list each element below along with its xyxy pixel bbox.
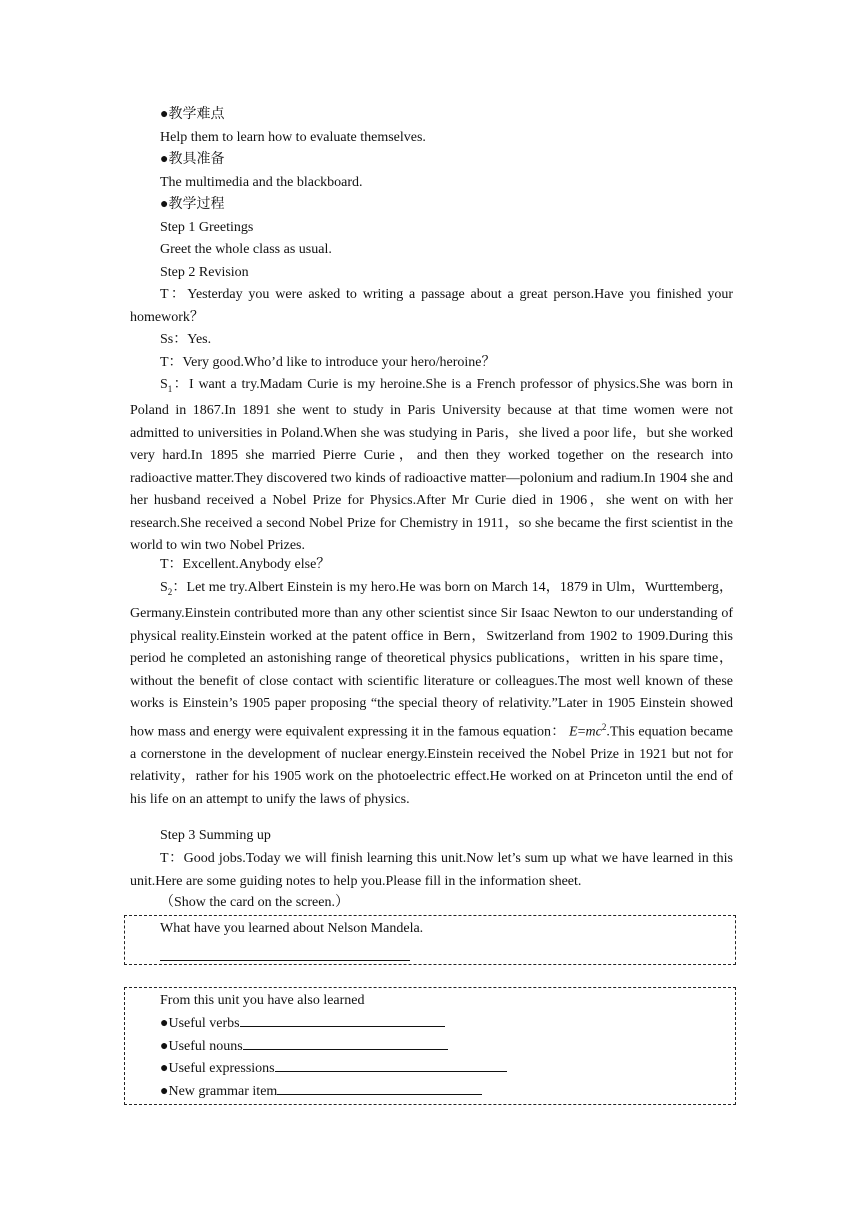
box2-title: From this unit you have also learned [160,993,365,1008]
heading-teaching-process: ●教学过程 [160,197,225,212]
useful-nouns-label: ●Useful nouns [160,1039,243,1054]
difficulty-text: Help them to learn how to evaluate themselves. [160,130,426,145]
show-card-note: （Show the card on the screen.） [160,895,349,910]
useful-verbs-row [160,1012,445,1036]
grammar-item-label: ●New grammar item [160,1084,278,1099]
students-answer: Ss：Yes. [160,332,212,347]
grammar-item-blank[interactable] [277,1080,482,1095]
heading-teaching-difficulties: ●教学难点 [160,107,225,122]
student2-text-b: .This equation became a cornerstone in the development of nuclear energy.Einstein received the Nobel Prize in 1921 but not for relativity，rather for his 1905 work on the photoelectric effect.He worked on at Princeton until the end of his life on an attempt to unify the laws of physics. [130,724,734,807]
student2-paragraph [130,577,733,811]
step1-title: Step 1 Greetings [160,220,254,235]
teacher-question-2: T：Very good.Who’d like to introduce your hero/heroine？ [160,355,496,370]
teacher-instruction: T：Good jobs.Today we will finish learning this unit.Now let’s sum up what we have learned in this unit.Here are some guiding notes to help you.Please fill in the information sheet. [130,851,733,889]
equation-equals: = [577,724,586,740]
equation-e: E [569,724,578,740]
teacher-question-1: T：Yesterday you were asked to writing a passage about a great person.Have you finished your homework？ [130,287,733,325]
aids-text: The multimedia and the blackboard. [160,175,363,190]
info-box-unit-summary [124,987,736,1105]
useful-verbs-label: ●Useful verbs [160,1016,240,1031]
speaker-index: 2 [167,586,173,597]
step2-title: Step 2 Revision [160,265,249,280]
speaker-index: 1 [167,383,173,394]
equation-exponent: 2 [601,721,607,732]
step1-text: Greet the whole class as usual. [160,242,332,257]
useful-expressions-blank[interactable] [275,1057,507,1072]
student1-paragraph [130,374,733,558]
student1-text: ：I want a try.Madam Curie is my heroine.She is a French professor of physics.She was born in Poland in 1867.In 1891 she went to study in Paris University because at that time women were not admitted to universities in Poland.When she was studying in Paris，she lived a poor life，but she worked very hard.In 1895 she married Pierre Curie，and then they worked together on the research into radioactive matter.They discovered two kinds of radioactive matter—polonium and radium.In 1904 she and her husband received a Nobel Prize for Physics.After Mr Curie died in 1906，she went on with her research.She received a second Nobel Prize for Chemistry in 1911，so she became the first scientist in the world to win two Nobel Prizes. [130,377,733,554]
useful-expressions-row [160,1057,507,1081]
speaker-label: S [160,580,168,595]
equation-mc: mc [585,724,602,740]
grammar-item-row [160,1080,482,1104]
useful-nouns-row [160,1035,448,1059]
step3-title: Step 3 Summing up [160,828,271,843]
box1-question: What have you learned about Nelson Mandela. [160,921,424,936]
teacher-question-3: T：Excellent.Anybody else？ [160,557,331,572]
useful-expressions-label: ●Useful expressions [160,1061,275,1076]
heading-teaching-aids: ●教具准备 [160,152,225,167]
box1-answer-blank[interactable] [160,940,410,961]
useful-nouns-blank[interactable] [243,1035,448,1050]
student2-text-a: ：Let me try.Albert Einstein is my hero.He was born on March 14，1879 in Ulm，Wurttemberg，Germany.Einstein contributed more than any other scientist since Sir Isaac Newton to our understanding of physical reality.Einstein worked at the patent office in Bern，Switzerland from 1902 to 1909.During this period he completed an astonishing range of theoretical physics publications，written in his spare time，without the benefit of close contact with scientific literature or colleagues.The most well known of these works is Einstein’s 1905 paper proposing “the special theory of relativity.”Later in 1905 Einstein showed how mass and energy were equivalent expressing it in the famous equation： [130,580,733,740]
useful-verbs-blank[interactable] [240,1012,445,1027]
speaker-label: S [160,377,168,392]
info-box-mandela [124,915,736,965]
